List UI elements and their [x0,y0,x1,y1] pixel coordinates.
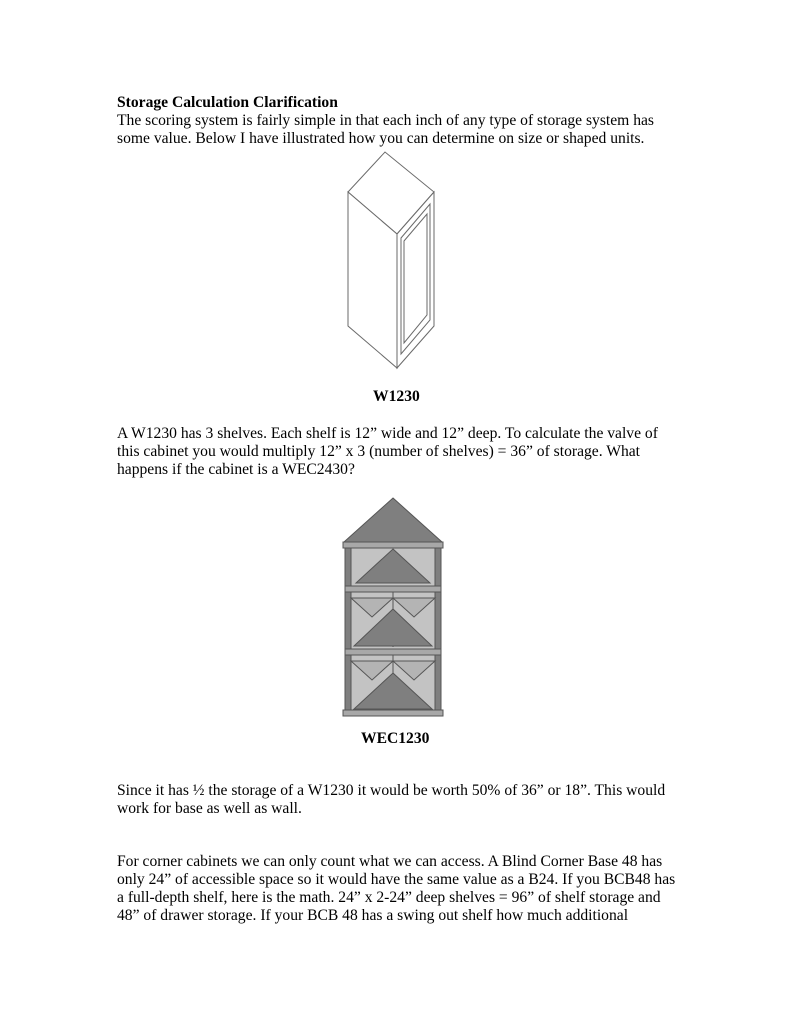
paragraph3-line: 48” of drawer storage. If your BCB 48 has a swing out shelf how much additional [117,907,629,924]
paragraph2-line: work for base as well as wall. [117,800,302,817]
intro-line: The scoring system is fairly simple in that each inch of any type of storage system has [117,112,654,129]
intro-line: some value. Below I have illustrated how you can determine on size or shaped units. [117,130,645,147]
figure1-caption: W1230 [373,388,420,405]
paragraph3-line: only 24” of accessible space so it would have the same value as a B24. If you BCB48 has [117,871,676,888]
paragraph3-line: For corner cabinets we can only count what we can access. A Blind Corner Base 48 has [117,853,663,870]
paragraph1-line: happens if the cabinet is a WEC2430? [117,461,355,478]
paragraph2 [117,782,687,818]
section-heading: Storage Calculation Clarification [117,94,338,111]
figure2-caption: WEC1230 [361,730,430,747]
paragraph1 [117,425,687,479]
w1230-cabinet-drawing [345,150,445,380]
paragraph3 [117,853,687,925]
paragraph1-line: this cabinet you would multiply 12” x 3 (number of shelves) = 36” of storage. What [117,443,640,460]
wec1230-cabinet-drawing [342,497,444,723]
paragraph2-line: Since it has ½ the storage of a W1230 it would be worth 50% of 36” or 18”. This would [117,782,666,799]
intro-block [117,94,687,148]
paragraph3-line: a full-depth shelf, here is the math. 24” x 2-24” deep shelves = 96” of shelf storage and [117,889,661,906]
paragraph1-line: A W1230 has 3 shelves. Each shelf is 12” wide and 12” deep. To calculate the valve of [117,425,658,442]
